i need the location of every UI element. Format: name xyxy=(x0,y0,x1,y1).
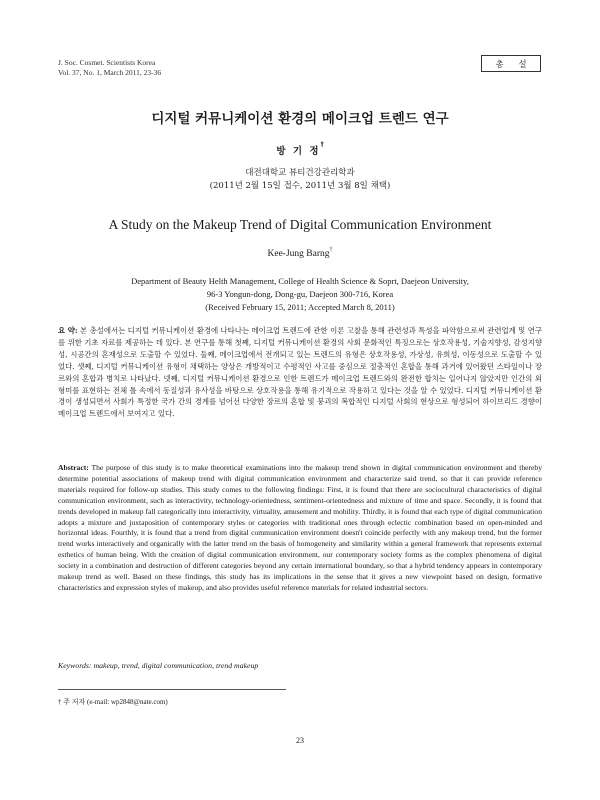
article-type-badge: 총 설 xyxy=(481,55,541,72)
korean-author-mark: † xyxy=(320,141,324,148)
english-abstract-text: The purpose of this study is to make theoretical examinations into the makeup trend shown in digital communication environment and thereby determine potential associations of makeup trend with digital communication environment and characterize said trend, so that it can provide reference materials required for follow-up studies. This study comes to the following findings: First, it is found that there are sociocultural characteristics of digital communication environment, such as interactivity, technology-orientedness, sentiment-orientedness and mixture of time and space. Secondly, it is found that trends developed in makeup fall categorically into interactivity, virtuality, amusement and mobility. Thirdly, it is found that each type of digital communication adopts a mixture and juxtaposition of contemporary styles or categories with traditional ones through eclectic combination based on open-minded and horizontal ideas. Fourthly, it is found that a trend from digital communication environment doesn't coincide perfectly with any makeup trend, but the former trend works interactively and organically with the latter trend on the basis of homogeneity and similarity within a general framework that represents external esthetics of human being. With the creation of digital communication environment, our contemporary society forms as the complex phenomena of digital society in a combination and destruction of different categories beyond any certain international boundary, so that a hybrid tendency appears in contemporary makeup trend as well. Based on these findings, this study has its implications in the sense that it gives a new viewpoint based on design, formative characteristics and expression styles of makeup, and also provides useful reference materials for related industrial sectors. xyxy=(58,463,542,592)
english-affiliation-line2: 96-3 Yongun-dong, Dong-gu, Daejeon 300-716, Korea xyxy=(206,289,394,299)
english-affiliation-line1: Department of Beauty Helth Management, College of Health Science & Soprt, Daejeon University, xyxy=(131,276,469,286)
english-affiliation-block xyxy=(0,275,600,314)
english-abstract-label: Abstract: xyxy=(58,463,89,472)
english-dates: (Received February 15, 2011; Accepted March 8, 2011) xyxy=(205,302,395,312)
korean-dates: (2011년 2월 15일 접수, 2011년 3월 8일 채택) xyxy=(209,181,391,191)
journal-info xyxy=(58,58,161,78)
journal-name: J. Soc. Cosmet. Scientists Korea xyxy=(58,58,156,67)
english-title: A Study on the Makeup Trend of Digital Communication Environment xyxy=(108,217,492,232)
korean-author-name: 방 기 정 xyxy=(276,146,321,157)
keywords-label: Keywords: xyxy=(58,661,92,670)
journal-volume: Vol. 37, No. 1, March 2011, 23-36 xyxy=(58,68,162,77)
english-author-mark: † xyxy=(329,247,333,253)
korean-abstract-label: 요 약: xyxy=(58,326,78,335)
korean-abstract xyxy=(58,325,542,420)
keywords xyxy=(58,661,258,670)
english-author xyxy=(0,249,600,259)
footnote: † 주 저자 (e-mail: wp2848@nate.com) xyxy=(58,698,168,706)
korean-author xyxy=(0,143,600,157)
english-author-name: Kee-Jung Barng xyxy=(267,249,330,259)
english-abstract xyxy=(58,463,542,594)
page-number: 23 xyxy=(296,736,304,745)
keywords-text: makeup, trend, digital communication, trend makeup xyxy=(91,661,259,670)
korean-title: 디지털 커뮤니케이션 환경의 메이크업 트렌드 연구 xyxy=(151,111,449,127)
korean-affiliation: 대전대학교 뷰티건강관리학과 xyxy=(245,168,355,178)
korean-abstract-text: 본 총설에서는 디지털 커뮤니케이션 환경에 나타나는 메이크업 트렌드에 관한 이론 고찰을 통해 관련성과 특성을 파악함으로써 관련업계 및 연구를 위한 기초 자료를 제공하는 데 있다. 본 연구를 통해 첫째, 디지털 커뮤니케이션 환경의 사회 문화적인 특징으로는 상호작용성, 기술지향성, 감성지향성, 시공간의 혼재성으로 도출할 수 있었다. 둘째, 메이크업에서 전개되고 있는 트렌드의 유형은 상호작용성, 가상성, 유희성, 이동성으로 도출할 수 있었다. 셋째, 디지털 커뮤니케이션 유형이 채택하는 양상은 개방적이고 수평적인 사고를 중심으로 절충적인 혼합을 통해 과거에 있어왔던 스타일이나 장르와의 혼합과 병치로 나타났다. 넷째, 디지털 커뮤니케이션 환경으로 인한 트렌드가 메이크업 트렌드와의 완전한 합치는 일어나지 않았지만 인간의 외형미를 표현하는 전체 틀 속에서 동질성과 유사성을 바탕으로 상호작용을 통해 유기적으로 작용하고 있다는 것을 알 수 있었다. 디지털 커뮤니케이션 환경이 생성되면서 사회가 특정한 국가 간의 경계를 넘어선 다양한 장르의 혼합 및 붕괴의 복합적인 디지털 사회의 현상으로 형성되어 하이브리드 경향이 메이크업 트렌드에서 보여지고 있다. xyxy=(58,326,542,419)
korean-affiliation-block xyxy=(0,167,600,193)
footnote-divider xyxy=(58,689,286,690)
